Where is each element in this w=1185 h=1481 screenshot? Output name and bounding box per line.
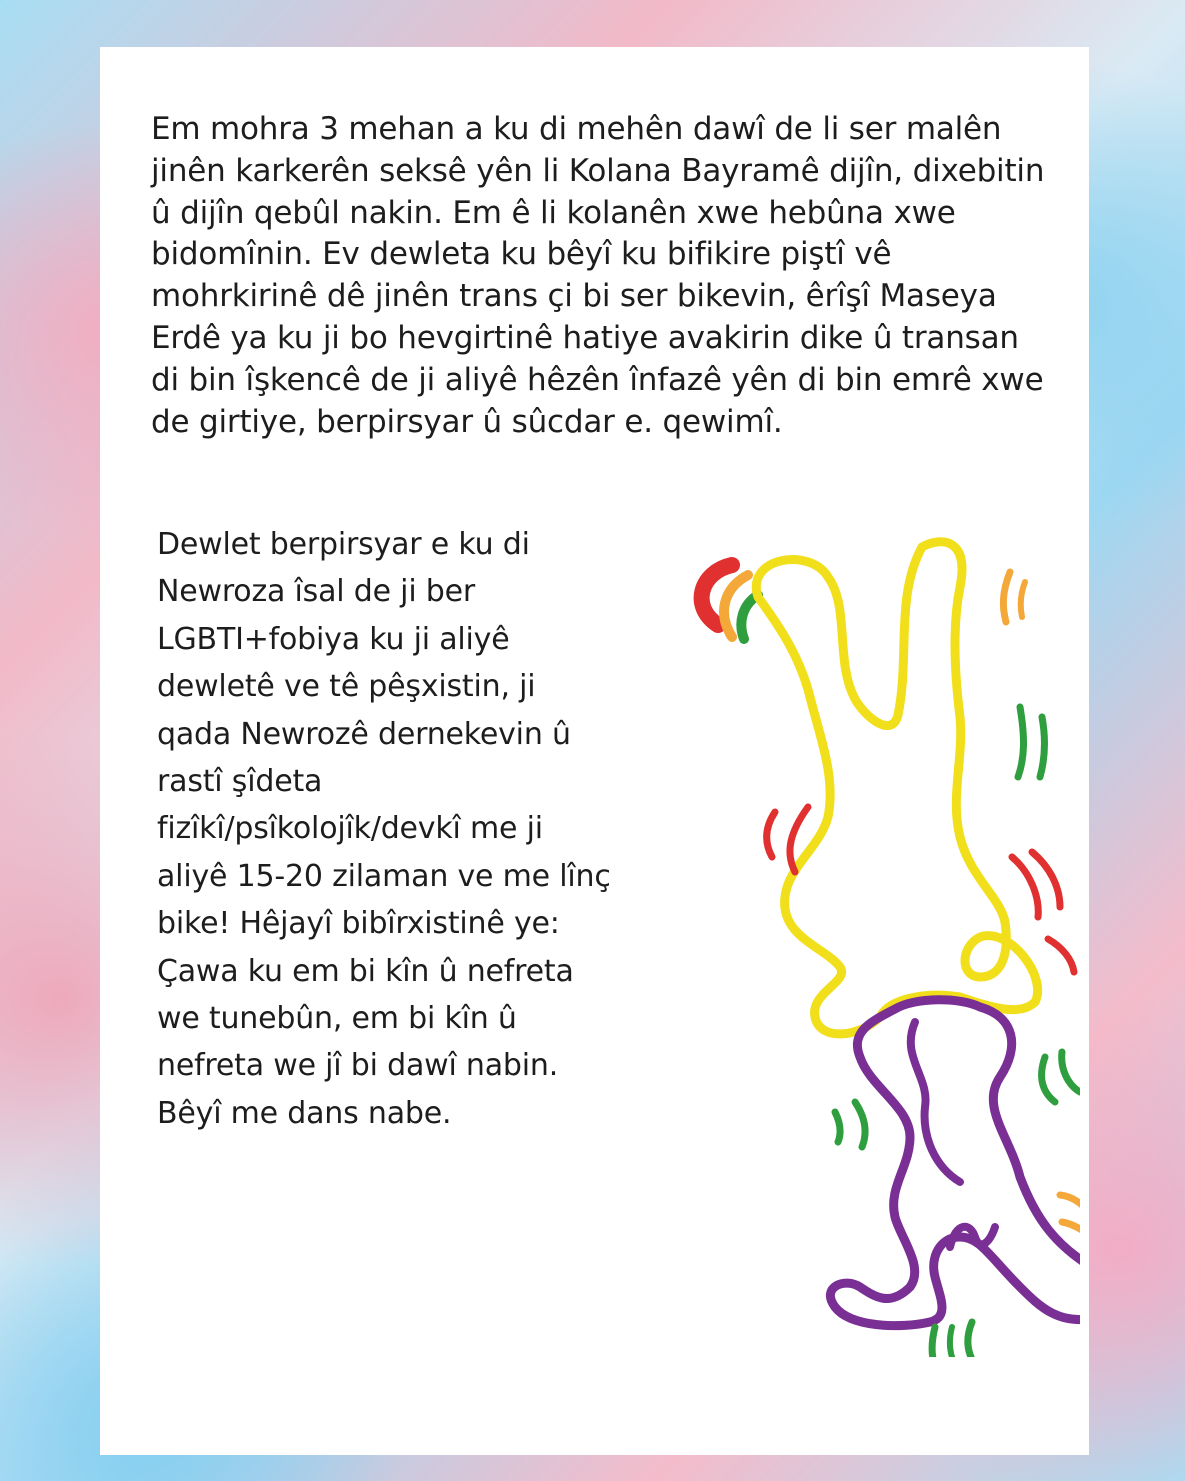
intro-paragraph: Em mohra 3 mehan a ku di mehên dawî de li ser malên jinên karkerên seksê yên li Kolana Bayramê dijîn, dixebitin û dijîn qebûl nakin. Em ê li kolanên xwe hebûna xwe bidomînin. Ev dewleta ku bêyî ku bifikire piştî vê mohrkirinê dê jinên trans çi bi ser bikevin, êrîşî Maseya Erdê ya ku ji bo hevgirtinê hatiye avakirin dike û transan di bin îşkencê de ji aliyê hêzên înfazê yên di bin emrê xwe de girtiye, berpirsyar û sûcdar e. qewimî. bbox=[151, 111, 1045, 440]
newroz-paragraph bbox=[157, 521, 657, 1137]
rainbow-hair bbox=[702, 565, 758, 639]
newroz-line: bike! Hêjayî bibîrxistinê ye: bbox=[157, 906, 560, 942]
newroz-line: LGBTI+fobiya ku ji aliyê bbox=[157, 621, 510, 657]
purple-figure bbox=[830, 1000, 1080, 1326]
newroz-line: Dewlet berpirsyar e ku di bbox=[157, 527, 530, 562]
newroz-line: nefreta we jî bi dawî nabin. bbox=[157, 1048, 559, 1084]
newroz-line: Bêyî me dans nabe. bbox=[157, 1095, 452, 1131]
newroz-line: Çawa ku em bi kîn û nefreta bbox=[157, 953, 574, 989]
newroz-line: dewletê ve tê pêşxistin, ji bbox=[157, 669, 536, 705]
newroz-line: we tunebûn, em bi kîn û bbox=[157, 1001, 517, 1037]
yellow-figure bbox=[756, 542, 1037, 1034]
newroz-line: Newroza îsal de ji ber bbox=[157, 574, 476, 610]
content-card bbox=[100, 47, 1089, 1455]
newroz-line: rastî şîdeta bbox=[157, 764, 323, 800]
newroz-line: fizîkî/psîkolojîk/devkî me ji bbox=[157, 811, 543, 847]
newroz-line: aliyê 15-20 zilaman ve me lînç bbox=[157, 858, 611, 894]
newroz-line: qada Newrozê dernekevin û bbox=[157, 716, 571, 752]
dancing-figures-icon bbox=[660, 477, 1080, 1357]
